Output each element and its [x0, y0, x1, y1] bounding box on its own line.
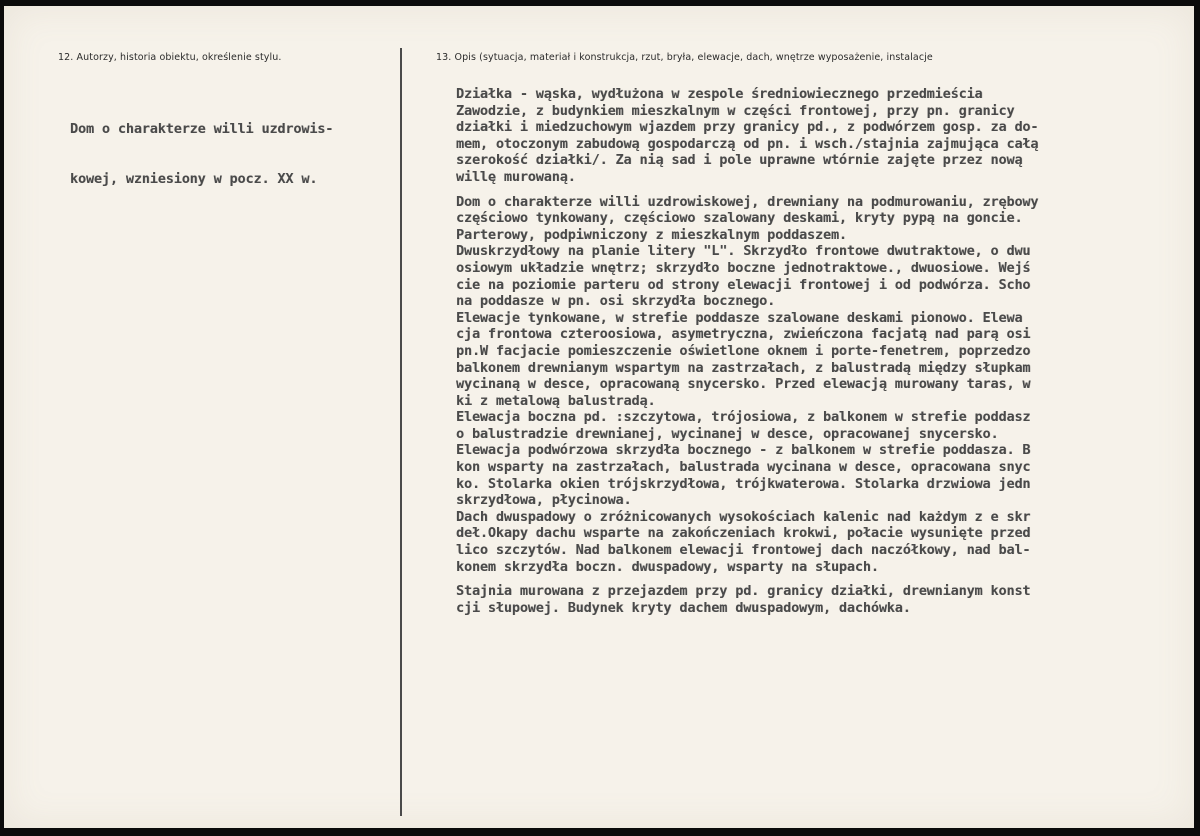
description-line: Dwuskrzydłowy na planie litery "L". Skrzydło frontowe dwutraktowe, o dwu [456, 243, 1031, 260]
description-line: ko. Stolarka okien trójskrzydłowa, trójkwaterowa. Stolarka drzwiowa jedn [456, 475, 1031, 492]
description-line: Elewacja boczna pd. :szczytowa, trójosiowa, z balkonem w strefie poddasz [456, 409, 1031, 426]
description-line: lico szczytów. Nad balkonem elewacji frontowej dach naczółkowy, nad bal- [456, 542, 1031, 559]
section-12-text [70, 88, 333, 221]
section-12-label: 12. Autorzy, historia obiektu, określenie stylu. [58, 52, 282, 63]
description-line: na poddasze w pn. osi skrzydła bocznego. [456, 293, 776, 310]
description-line: balkonem drewnianym wspartym na zastrzałach, z balustradą między słupkam [456, 359, 1031, 376]
description-line: willę murowaną. [456, 168, 576, 185]
section-13-label: 13. Opis (sytuacja, materiał i konstrukcja, rzut, bryła, elewacje, dach, wnętrze wyposażenie, instalacje [436, 52, 933, 63]
description-line: Dom o charakterze willi uzdrowiskowej, drewniany na podmurowaniu, zrębowy [456, 193, 1039, 210]
section-12-line: kowej, wzniesiony w pocz. XX w. [70, 170, 318, 187]
description-line: o balustradzie drewnianej, wycinanej w desce, opracowanej snycersko. [456, 425, 999, 442]
description-paragraph [456, 86, 1170, 186]
description-line: Zawodzie, z budynkiem mieszkalnym w części frontowej, przy pn. granicy [456, 102, 1015, 119]
description-paragraph [456, 583, 1170, 616]
description-line: ki z metalową balustradą. [456, 392, 656, 409]
description-line: pn.W facjacie pomieszczenie oświetlone oknem i porte-fenetrem, poprzedzo [456, 342, 1031, 359]
description-line: Parterowy, podpiwniczony z mieszkalnym poddaszem. [456, 226, 847, 243]
section-13-text [456, 86, 1170, 616]
section-12-line: Dom o charakterze willi uzdrowis- [70, 121, 334, 138]
description-line: Działka - wąska, wydłużona w zespole średniowiecznego przedmieścia [456, 86, 983, 102]
description-line: cie na poziomie parteru od strony elewacji frontowej i od podwórza. Scho [456, 276, 1031, 293]
description-line: deł.Okapy dachu wsparte na zakończeniach krokwi, połacie wysunięte przed [456, 525, 1031, 542]
description-line: mem, otoczonym zabudową gospodarczą od pn. i wsch./stajnia zajmująca całą [456, 135, 1039, 152]
column-divider [400, 48, 402, 816]
description-line: skrzydłowa, płycinowa. [456, 492, 632, 509]
description-line: cja frontowa czteroosiowa, asymetryczna, zwieńczona facjatą nad parą osi [456, 326, 1031, 343]
description-line: wycinaną w desce, opracowaną snycersko. Przed elewacją murowany taras, w [456, 376, 1031, 393]
description-line: osiowym układzie wnętrz; skrzydło boczne jednotraktowe., dwuosiowe. Wejś [456, 259, 1031, 276]
description-line: Dach dwuspadowy o zróżnicowanych wysokościach kalenic nad każdym z e skr [456, 508, 1031, 525]
description-line: Elewacje tynkowane, w strefie poddasze szalowane deskami pionowo. Elewa [456, 309, 1023, 326]
description-line: Elewacja podwórzowa skrzydła bocznego - z balkonem w strefie poddasza. B [456, 442, 1031, 459]
description-line: szerokość działki/. Za nią sad i pole uprawne wtórnie zajęte przez nową [456, 152, 1023, 169]
description-line: Stajnia murowana z przejazdem przy pd. granicy działki, drewnianym konst [456, 583, 1031, 600]
description-line: kon wsparty na zastrzałach, balustrada wycinana w desce, opracowana snyc [456, 459, 1031, 476]
description-line: działki i miedzuchowym wjazdem przy granicy pd., z podwórzem gosp. za do- [456, 119, 1039, 136]
description-line: cji słupowej. Budynek kryty dachem dwuspadowym, dachówka. [456, 599, 911, 616]
description-line: częściowo tynkowany, częściowo szalowany deskami, kryty pypą na goncie. [456, 210, 1023, 227]
description-line: konem skrzydła boczn. dwuspadowy, wsparty na słupach. [456, 558, 879, 575]
description-paragraph [456, 194, 1170, 576]
record-card [4, 6, 1194, 828]
